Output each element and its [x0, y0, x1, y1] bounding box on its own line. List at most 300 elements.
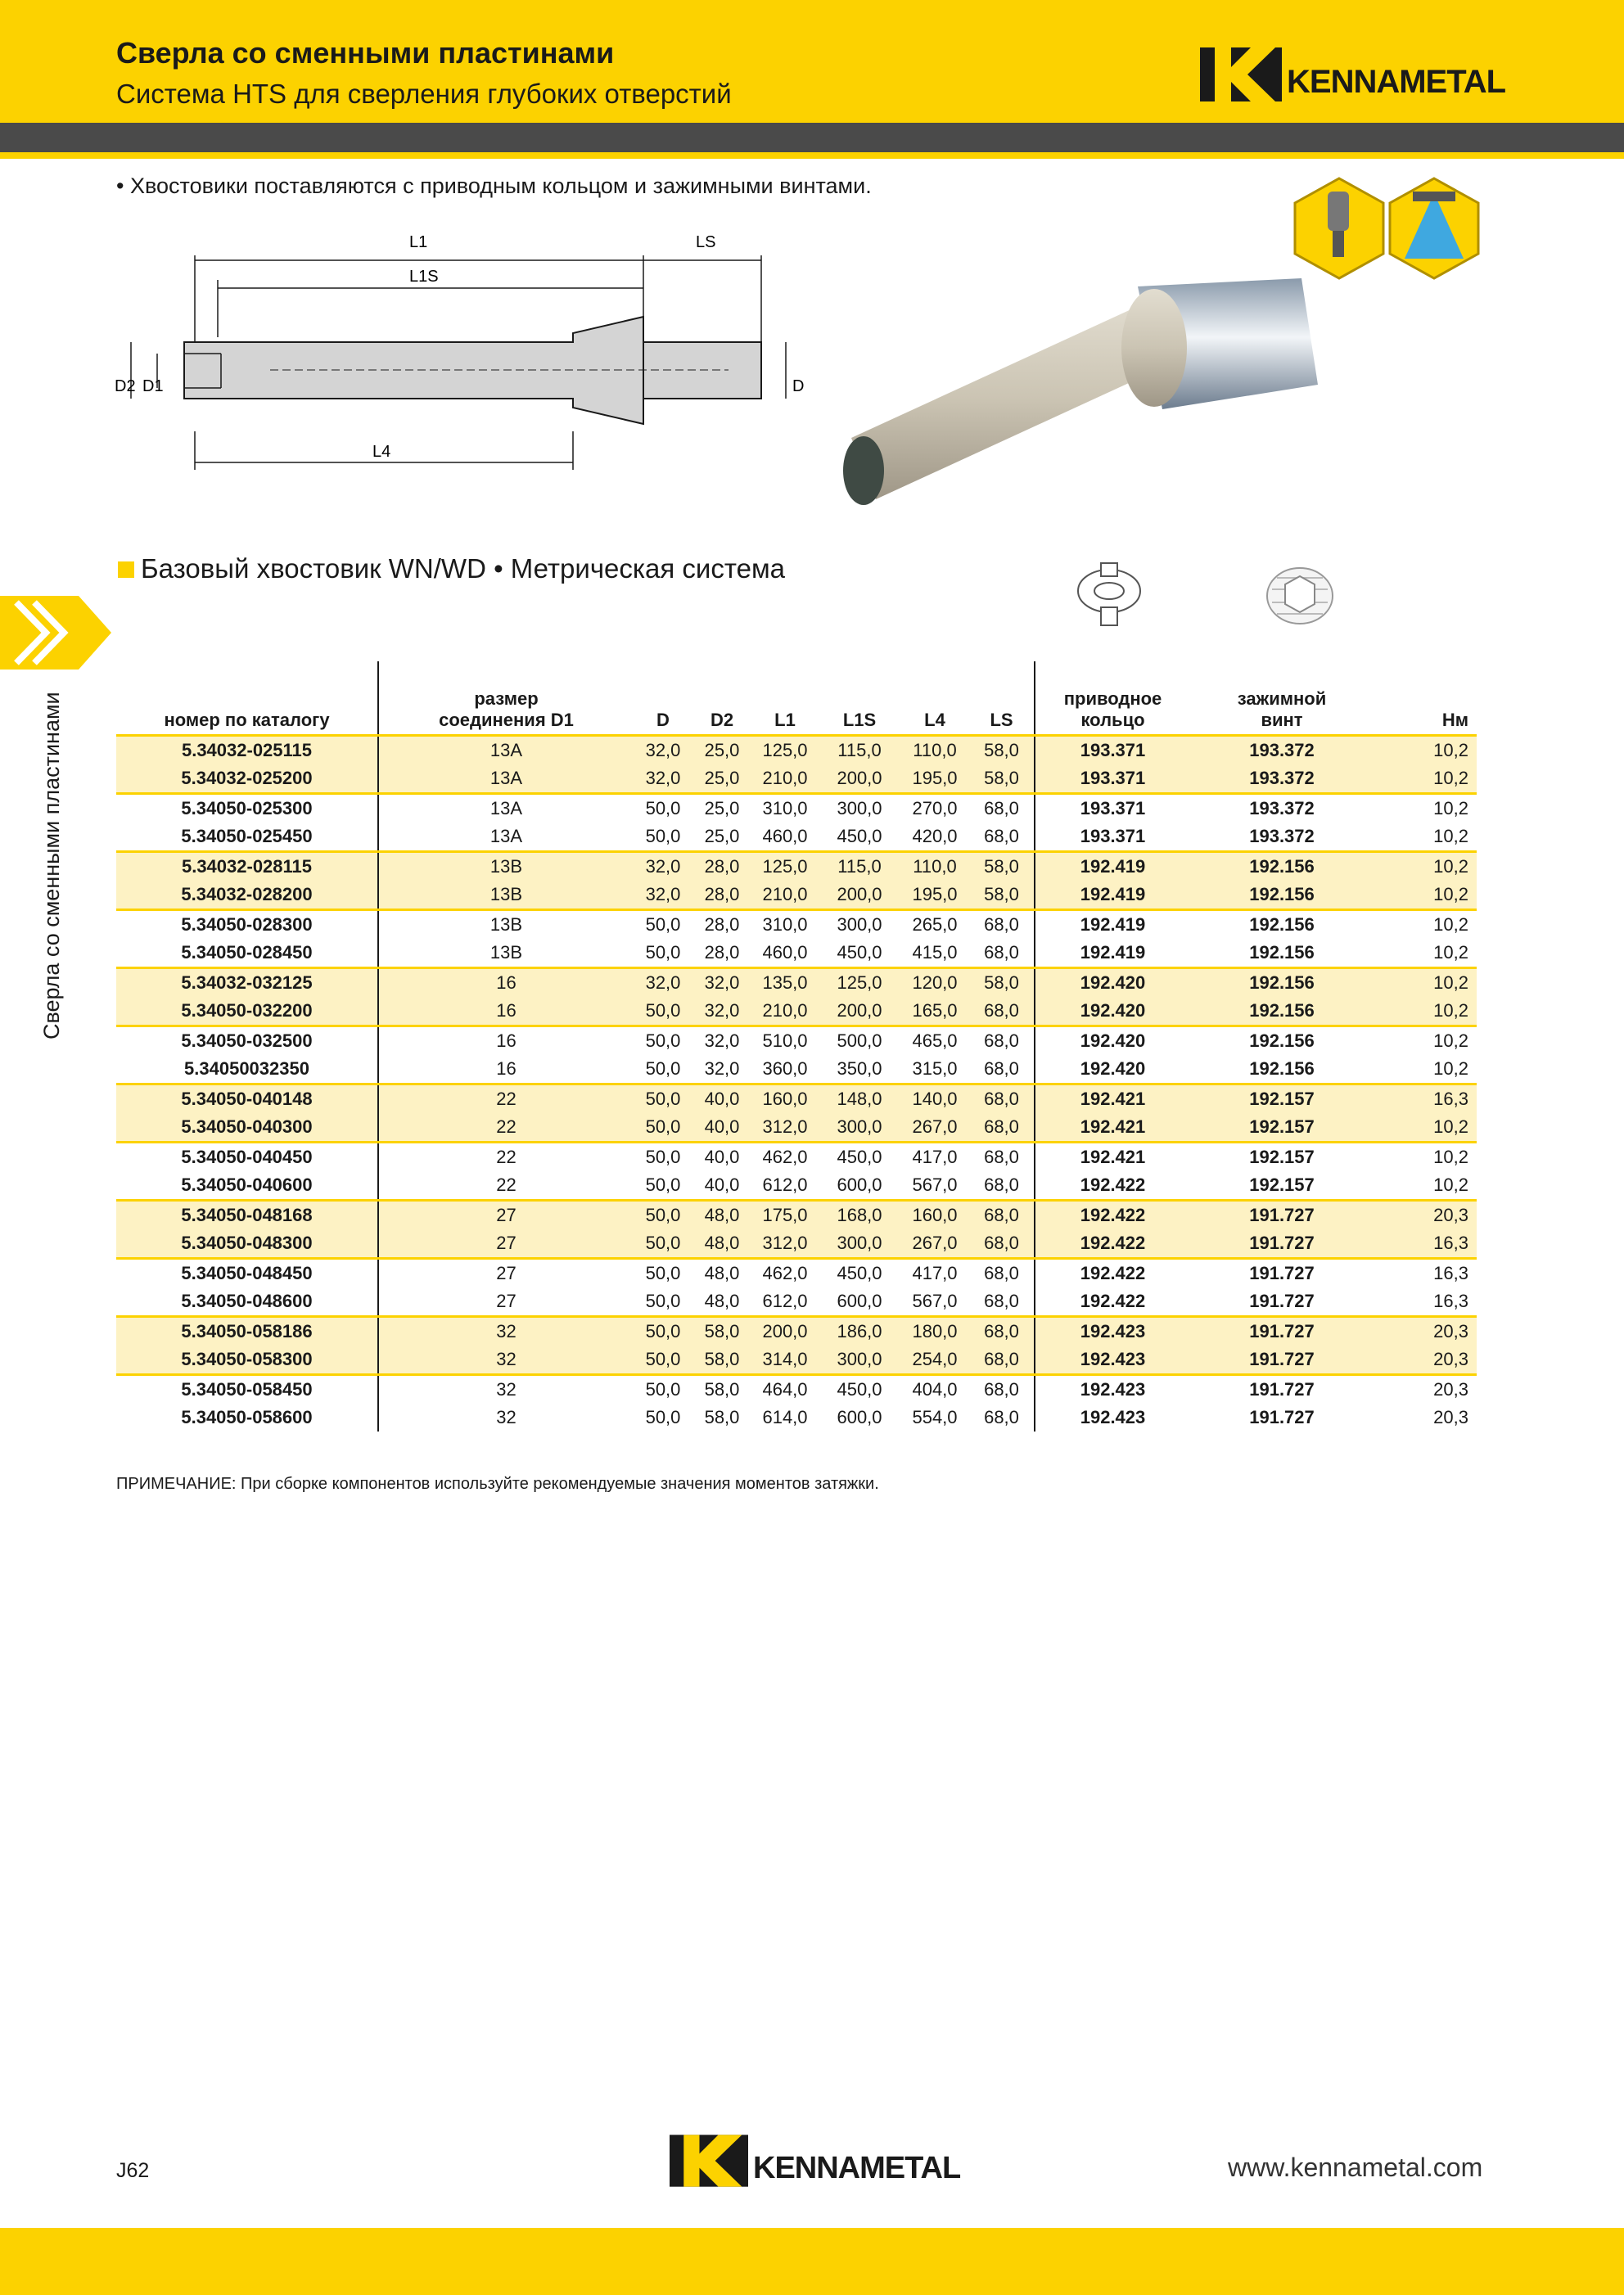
table-cell: 265,0	[900, 909, 969, 939]
col-header-ls: LS	[969, 661, 1035, 735]
table-row	[116, 1055, 1477, 1084]
table-cell: 554,0	[912, 1406, 958, 1427]
table-cell: 58,0	[969, 967, 1035, 997]
table-cell: 192.422	[1035, 1287, 1190, 1317]
dim-label-ls: LS	[696, 233, 716, 251]
footer-brand-text: KENNAMETAL	[753, 2150, 961, 2185]
table-cell: 20,3	[1433, 1406, 1468, 1427]
table-cell: 10,2	[1374, 1113, 1477, 1143]
col-header-catalog: номер по каталогу	[116, 661, 378, 735]
table-cell: 58,0	[692, 1374, 751, 1404]
section-arrow-icon	[0, 596, 111, 670]
table-cell: 350,0	[837, 1057, 882, 1079]
table-cell: 50,0	[645, 1406, 681, 1427]
table-cell: 310,0	[751, 793, 819, 823]
table-cell: 193.372	[1190, 764, 1374, 794]
footer-logo	[670, 2135, 960, 2187]
table-cell: 16	[378, 1055, 634, 1084]
table-cell: 32,0	[704, 1057, 740, 1079]
table-cell: 10,2	[1374, 997, 1477, 1026]
product-image	[794, 262, 1334, 532]
table-cell: 32,0	[634, 881, 692, 910]
table-cell: 192.422	[1035, 1258, 1190, 1287]
table-cell: 40,0	[692, 1142, 751, 1171]
table-cell: 50,0	[634, 1142, 692, 1171]
table-cell: 5.34050-025300	[116, 793, 378, 823]
table-cell: 450,0	[837, 941, 882, 963]
table-cell: 186,0	[819, 1316, 900, 1346]
table-cell: 193.372	[1190, 735, 1374, 764]
table-row	[116, 1171, 1477, 1201]
page-number: J62	[116, 2159, 150, 2182]
table-cell: 450,0	[819, 1258, 900, 1287]
table-cell: 50,0	[634, 1200, 692, 1229]
table-cell: 5.34050-040450	[116, 1142, 378, 1171]
table-row	[116, 909, 1477, 939]
table-cell: 22	[378, 1171, 634, 1201]
table-cell: 192.419	[1035, 851, 1190, 881]
table-cell: 20,3	[1374, 1316, 1477, 1346]
table-cell: 191.727	[1190, 1200, 1374, 1229]
table-cell: 32,0	[634, 735, 692, 764]
col-header-torque: Нм	[1374, 661, 1477, 735]
table-cell: 50,0	[645, 825, 681, 846]
table-cell: 140,0	[900, 1084, 969, 1113]
table-cell: 13A	[378, 793, 634, 823]
table-cell: 191.727	[1249, 1290, 1315, 1311]
table-cell: 10,2	[1374, 909, 1477, 939]
table-cell: 68,0	[984, 1406, 1019, 1427]
website-link[interactable]: www.kennametal.com	[1228, 2153, 1483, 2182]
table-cell: 22	[378, 1142, 634, 1171]
table-cell: 68,0	[969, 1316, 1035, 1346]
table-cell: 58,0	[969, 764, 1035, 794]
table-row	[116, 851, 1477, 881]
table-cell: 5.34050-032200	[116, 997, 378, 1026]
sidebar-label: Сверла со сменными пластинами	[39, 692, 64, 1039]
table-cell: 180,0	[900, 1316, 969, 1346]
table-cell: 460,0	[762, 941, 808, 963]
table-cell: 404,0	[900, 1374, 969, 1404]
table-cell: 27	[378, 1229, 634, 1259]
table-cell: 192.420	[1035, 1026, 1190, 1055]
table-row	[116, 735, 1477, 764]
table-row	[116, 1113, 1477, 1143]
table-cell: 191.727	[1190, 1229, 1374, 1259]
dim-label-d: D	[792, 377, 805, 395]
table-cell: 193.372	[1190, 793, 1374, 823]
table-cell: 22	[378, 1084, 634, 1113]
table-cell: 270,0	[900, 793, 969, 823]
table-cell: 13B	[378, 909, 634, 939]
table-cell: 5.34050032350	[184, 1057, 309, 1079]
dim-label-l4: L4	[372, 443, 391, 461]
table-row	[116, 997, 1477, 1026]
table-cell: 210,0	[751, 764, 819, 794]
table-cell: 464,0	[751, 1374, 819, 1404]
table-cell: 10,2	[1433, 1174, 1468, 1195]
table-cell: 200,0	[751, 1316, 819, 1346]
catalog-table	[116, 661, 1477, 1432]
table-cell: 32,0	[692, 967, 751, 997]
page-subtitle: Система HTS для сверления глубоких отверстий	[116, 79, 732, 109]
table-cell: 10,2	[1374, 735, 1477, 764]
drive-ring-icon	[1072, 558, 1146, 633]
table-cell: 192.419	[1035, 939, 1190, 968]
col-header-l1: L1	[751, 661, 819, 735]
table-row	[116, 967, 1477, 997]
table-cell: 5.34050-048168	[116, 1200, 378, 1229]
table-cell: 192.156	[1190, 851, 1374, 881]
table-cell: 58,0	[692, 1346, 751, 1375]
table-cell: 195,0	[900, 764, 969, 794]
table-row	[116, 1374, 1477, 1404]
section-title: Базовый хвостовик WN/WD • Метрическая система	[141, 553, 785, 584]
table-cell: 10,2	[1433, 825, 1468, 846]
table-cell: 312,0	[751, 1113, 819, 1143]
table-cell: 25,0	[692, 764, 751, 794]
table-cell: 195,0	[900, 881, 969, 910]
coolant-through-icon	[1388, 177, 1480, 280]
table-cell: 5.34032-025115	[116, 735, 378, 764]
table-cell: 600,0	[837, 1406, 882, 1427]
table-cell: 68,0	[969, 909, 1035, 939]
table-cell: 500,0	[819, 1026, 900, 1055]
table-cell: 5.34050-058600	[181, 1406, 313, 1427]
table-cell: 192.419	[1035, 909, 1190, 939]
table-cell: 210,0	[751, 881, 819, 910]
table-cell: 28,0	[692, 881, 751, 910]
table-cell: 193.372	[1249, 825, 1315, 846]
table-cell: 315,0	[912, 1057, 958, 1079]
table-cell: 10,2	[1374, 967, 1477, 997]
table-cell: 50,0	[634, 1258, 692, 1287]
table-cell: 192.156	[1190, 909, 1374, 939]
table-cell: 612,0	[762, 1290, 808, 1311]
table-cell: 5.34050-025450	[181, 825, 313, 846]
table-cell: 360,0	[762, 1057, 808, 1079]
table-row	[116, 793, 1477, 823]
table-row	[116, 1229, 1477, 1259]
header-logo	[1200, 47, 1505, 101]
table-cell: 32,0	[634, 851, 692, 881]
drill-icon	[1293, 177, 1385, 280]
table-cell: 5.34050-058300	[116, 1346, 378, 1375]
table-row	[116, 1346, 1477, 1375]
table-cell: 10,2	[1374, 793, 1477, 823]
table-cell: 200,0	[819, 997, 900, 1026]
table-cell: 614,0	[762, 1406, 808, 1427]
col-header-l4: L4	[900, 661, 969, 735]
kennametal-k-icon	[670, 2135, 748, 2187]
table-cell: 300,0	[819, 1113, 900, 1143]
clamp-screw-icon	[1261, 561, 1339, 630]
table-body	[116, 735, 1477, 1432]
table-cell: 27	[378, 1200, 634, 1229]
table-cell: 192.420	[1035, 1055, 1190, 1084]
table-cell: 13A	[378, 823, 634, 852]
table-cell: 192.423	[1035, 1374, 1190, 1404]
table-cell: 68,0	[969, 1346, 1035, 1375]
table-cell: 417,0	[900, 1258, 969, 1287]
table-cell: 567,0	[912, 1290, 958, 1311]
col-header-clamp-screw: зажимной винт	[1190, 661, 1374, 735]
table-cell: 192.423	[1035, 1316, 1190, 1346]
table-row	[116, 881, 1477, 910]
table-header-row	[116, 661, 1477, 735]
table-cell: 20,3	[1374, 1200, 1477, 1229]
table-cell: 193.371	[1035, 735, 1190, 764]
table-cell: 68,0	[969, 1374, 1035, 1404]
table-cell: 254,0	[900, 1346, 969, 1375]
table-cell: 48,0	[704, 1290, 740, 1311]
table-cell: 32,0	[634, 764, 692, 794]
table-cell: 160,0	[900, 1200, 969, 1229]
table-cell: 40,0	[692, 1084, 751, 1113]
table-cell: 68,0	[969, 793, 1035, 823]
table-cell: 567,0	[912, 1174, 958, 1195]
table-cell: 192.157	[1190, 1142, 1374, 1171]
table-cell: 192.156	[1190, 1026, 1374, 1055]
table-cell: 460,0	[762, 825, 808, 846]
table-row	[116, 823, 1477, 852]
table-cell: 168,0	[819, 1200, 900, 1229]
table-cell: 192.157	[1249, 1174, 1315, 1195]
table-cell: 5.34050-040148	[116, 1084, 378, 1113]
table-cell: 13B	[378, 939, 634, 968]
table-cell: 48,0	[692, 1258, 751, 1287]
table-cell: 40,0	[704, 1174, 740, 1195]
table-cell: 5.34050-040600	[181, 1174, 313, 1195]
table-cell: 192.420	[1035, 967, 1190, 997]
table-cell: 192.157	[1190, 1084, 1374, 1113]
col-header-connection: размер соединения D1	[378, 661, 634, 735]
table-cell: 110,0	[900, 735, 969, 764]
assembly-note: ПРИМЕЧАНИЕ: При сборке компонентов используйте рекомендуемые значения моментов затяжки.	[116, 1475, 879, 1493]
table-cell: 192.423	[1035, 1346, 1190, 1375]
col-header-drive-ring: приводное кольцо	[1035, 661, 1190, 735]
table-cell: 20,3	[1374, 1374, 1477, 1404]
table-cell: 450,0	[819, 1142, 900, 1171]
table-cell: 10,2	[1374, 1026, 1477, 1055]
table-row	[116, 1026, 1477, 1055]
table-cell: 5.34050-040300	[116, 1113, 378, 1143]
table-cell: 16,3	[1433, 1290, 1468, 1311]
table-cell: 13B	[378, 881, 634, 910]
table-cell: 32	[378, 1316, 634, 1346]
table-cell: 450,0	[837, 825, 882, 846]
table-cell: 115,0	[819, 851, 900, 881]
table-cell: 5.34050-032500	[116, 1026, 378, 1055]
dim-label-l1s: L1S	[409, 268, 439, 286]
table-cell: 300,0	[819, 1229, 900, 1259]
table-cell: 32	[378, 1404, 634, 1432]
table-cell: 68,0	[984, 825, 1019, 846]
table-cell: 5.34032-028115	[116, 851, 378, 881]
table-cell: 192.422	[1035, 1171, 1190, 1201]
table-cell: 417,0	[900, 1142, 969, 1171]
table-cell: 40,0	[692, 1113, 751, 1143]
table-cell: 192.420	[1035, 997, 1190, 1026]
technical-drawing	[106, 231, 810, 476]
table-cell: 58,0	[692, 1316, 751, 1346]
table-cell: 25,0	[704, 825, 740, 846]
table-cell: 5.34050-028300	[116, 909, 378, 939]
table-cell: 50,0	[634, 1229, 692, 1259]
table-cell: 28,0	[692, 909, 751, 939]
table-cell: 16	[378, 967, 634, 997]
kennametal-k-icon	[1200, 47, 1282, 101]
table-cell: 50,0	[634, 1026, 692, 1055]
table-cell: 450,0	[819, 1374, 900, 1404]
table-cell: 5.34050-048450	[116, 1258, 378, 1287]
table-row	[116, 1142, 1477, 1171]
table-cell: 32,0	[634, 967, 692, 997]
table-cell: 115,0	[819, 735, 900, 764]
table-cell: 192.156	[1190, 997, 1374, 1026]
table-cell: 192.421	[1035, 1142, 1190, 1171]
table-cell: 68,0	[969, 1113, 1035, 1143]
table-cell: 175,0	[751, 1200, 819, 1229]
table-cell: 68,0	[969, 1026, 1035, 1055]
table-cell: 5.34050-048600	[181, 1290, 313, 1311]
table-cell: 267,0	[900, 1229, 969, 1259]
table-cell: 5.34050-058450	[116, 1374, 378, 1404]
table-cell: 210,0	[751, 997, 819, 1026]
table-cell: 28,0	[692, 851, 751, 881]
table-cell: 600,0	[837, 1290, 882, 1311]
table-cell: 267,0	[900, 1113, 969, 1143]
table-cell: 68,0	[969, 1084, 1035, 1113]
table-cell: 50,0	[634, 1374, 692, 1404]
table-cell: 192.156	[1190, 967, 1374, 997]
table-cell: 68,0	[984, 1290, 1019, 1311]
table-cell: 16	[378, 1026, 634, 1055]
table-cell: 48,0	[692, 1200, 751, 1229]
section-bullet	[118, 561, 134, 578]
table-cell: 50,0	[645, 1057, 681, 1079]
table-cell: 68,0	[984, 1174, 1019, 1195]
table-cell: 25,0	[692, 793, 751, 823]
table-cell: 148,0	[819, 1084, 900, 1113]
table-cell: 191.727	[1190, 1316, 1374, 1346]
table-cell: 192.421	[1035, 1113, 1190, 1143]
table-cell: 50,0	[634, 1346, 692, 1375]
table-cell: 192.423	[1035, 1404, 1190, 1432]
table-cell: 191.727	[1249, 1406, 1315, 1427]
table-cell: 27	[378, 1258, 634, 1287]
table-cell: 191.727	[1190, 1258, 1374, 1287]
table-cell: 192.422	[1035, 1200, 1190, 1229]
table-cell: 32,0	[692, 1026, 751, 1055]
table-cell: 16,3	[1374, 1229, 1477, 1259]
table-cell: 50,0	[634, 997, 692, 1026]
table-cell: 68,0	[969, 997, 1035, 1026]
table-cell: 22	[378, 1113, 634, 1143]
table-cell: 192.419	[1035, 881, 1190, 910]
table-cell: 68,0	[969, 1142, 1035, 1171]
table-cell: 32	[378, 1374, 634, 1404]
table-cell: 50,0	[645, 941, 681, 963]
col-header-d2: D2	[692, 661, 751, 735]
table-row	[116, 939, 1477, 968]
table-cell: 200,0	[819, 764, 900, 794]
table-cell: 191.727	[1190, 1346, 1374, 1375]
table-cell: 10,2	[1433, 941, 1468, 963]
table-cell: 50,0	[645, 1174, 681, 1195]
table-cell: 50,0	[634, 909, 692, 939]
table-cell: 415,0	[912, 941, 958, 963]
table-cell: 32,0	[692, 997, 751, 1026]
table-cell: 68,0	[984, 1057, 1019, 1079]
table-cell: 16,3	[1374, 1084, 1477, 1113]
table-cell: 300,0	[819, 1346, 900, 1375]
table-cell: 50,0	[634, 1084, 692, 1113]
table-cell: 58,0	[969, 881, 1035, 910]
table-cell: 600,0	[837, 1174, 882, 1195]
table-cell: 165,0	[900, 997, 969, 1026]
dim-label-d2: D2	[115, 377, 136, 395]
table-cell: 462,0	[751, 1142, 819, 1171]
table-cell: 314,0	[751, 1346, 819, 1375]
table-cell: 68,0	[969, 1258, 1035, 1287]
page-title: Сверла со сменными пластинами	[116, 36, 615, 70]
table-cell: 125,0	[819, 967, 900, 997]
header-yellow-line	[0, 152, 1624, 159]
table-cell: 193.371	[1035, 764, 1190, 794]
table-cell: 5.34050-058186	[116, 1316, 378, 1346]
table-cell: 10,2	[1374, 881, 1477, 910]
table-cell: 5.34050-048300	[116, 1229, 378, 1259]
table-row	[116, 1287, 1477, 1317]
table-cell: 125,0	[751, 851, 819, 881]
dim-label-l1: L1	[409, 233, 428, 251]
table-cell: 193.371	[1035, 793, 1190, 823]
table-row	[116, 1084, 1477, 1113]
table-cell: 193.371	[1035, 823, 1190, 852]
table-cell: 58,0	[969, 735, 1035, 764]
table-cell: 125,0	[751, 735, 819, 764]
table-row	[116, 1258, 1477, 1287]
table-cell: 5.34032-025200	[116, 764, 378, 794]
table-cell: 192.422	[1035, 1229, 1190, 1259]
col-header-d: D	[634, 661, 692, 735]
table-cell: 16	[378, 997, 634, 1026]
table-cell: 27	[378, 1287, 634, 1317]
table-cell: 191.727	[1190, 1374, 1374, 1404]
table-cell: 10,2	[1374, 851, 1477, 881]
table-cell: 58,0	[704, 1406, 740, 1427]
table-row	[116, 764, 1477, 794]
table-cell: 310,0	[751, 909, 819, 939]
table-cell: 5.34032-028200	[116, 881, 378, 910]
table-cell: 20,3	[1374, 1346, 1477, 1375]
table-cell: 5.34032-032125	[116, 967, 378, 997]
table-cell: 13A	[378, 735, 634, 764]
table-row	[116, 1316, 1477, 1346]
table-cell: 420,0	[912, 825, 958, 846]
table-cell: 10,2	[1374, 1142, 1477, 1171]
table-cell: 10,2	[1433, 1057, 1468, 1079]
table-cell: 13B	[378, 851, 634, 881]
table-cell: 312,0	[751, 1229, 819, 1259]
intro-note: • Хвостовики поставляются с приводным кольцом и зажимными винтами.	[116, 174, 872, 198]
table-cell: 160,0	[751, 1084, 819, 1113]
table-cell: 192.156	[1249, 941, 1315, 963]
table-cell: 120,0	[900, 967, 969, 997]
table-cell: 192.421	[1035, 1084, 1190, 1113]
header-dark-band	[0, 123, 1624, 152]
